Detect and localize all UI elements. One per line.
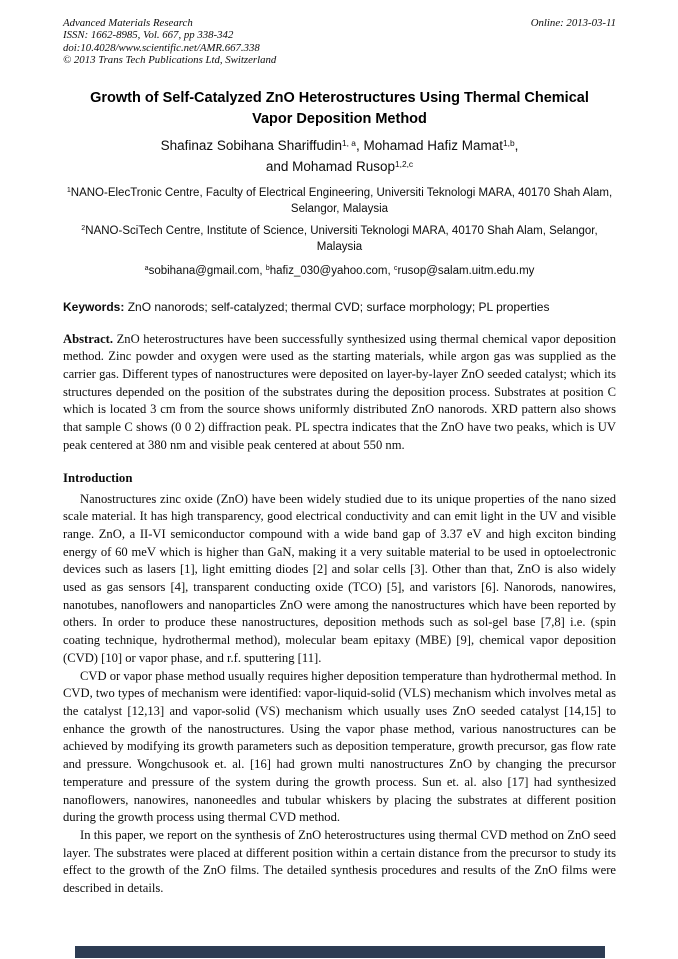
author-emails	[63, 264, 616, 280]
author-line2	[63, 157, 616, 178]
email-mark: a	[144, 264, 149, 273]
online-date: Online: 2013-03-11	[530, 17, 616, 29]
intro-paragraph-2: CVD or vapor phase method usually requires higher deposition temperature than hydrothermal method. In CVD, two types of mechanism were identified: vapor-liquid-solid (VLS) mechanism which involves metal as the catalyst [12,13] and vapor-solid (VS) mechanism which usually uses ZnO seeded catalyst [14,15] to enhance the growth of the nanostructures. Using the vapor phase method, various nanostructures can be achieved by modifying its growth parameters such as deposition temperature, growth precursor, gas flow rate and pressure. Wongchusook et. al. [16] had grown multi nanostructures ZnO by changing the precursor temperature and pressure of the system during the growth process. Sun et. al. also [17] had synthesized nanoflowers, nanowires, nanoneedles and tubular whiskers by placing the substrates at different position during the growth process using thermal CVD method.	[63, 668, 616, 825]
journal-header	[63, 17, 616, 67]
email-text: hafiz_030@yahoo.com,	[269, 264, 394, 277]
keywords-label: Keywords:	[63, 299, 125, 314]
intro-paragraph-1: Nanostructures zinc oxide (ZnO) have been widely studied due to its unique properties of the nano sized scale material. It has high transparency, good electrical conductivity and can emit light in the UV and visible range. ZnO, a II-VI semiconductor compound with a wide band gap of 3.37 eV and high exciton binding energy of 60 meV which is higher than GaN, making it a very suitable material to be used in optoelectronic devices such as lasers [1], light emitting diodes [2] and solar cells [3]. Other than that, ZnO is also widely used as gas sensors [4], transparent conducting oxide (TCO) [5], and varistors [6]. Nanorods, nanowires, nanotubes, nanoflowers and nanoparticles ZnO were among the nanostructures which have been reported by others. In order to produce these nanostructures, deposition methods such as sol-gel base [7,8] i.e. (spin coating technique, hydrothermal method), molecular beam epitaxy (MBE) [9], chemical vapor deposition (CVD) [10] or vapor phase, and r.f. sputtering [11].	[63, 491, 616, 665]
paper-title	[63, 88, 616, 131]
affiliation-text: NANO-SciTech Centre, Institute of Science, Universiti Teknologi MARA, 40170 Shah Alam, Selangor, Malaysia	[85, 224, 598, 253]
page-content	[63, 0, 616, 898]
email-mark: b	[265, 264, 270, 273]
author-affmark: 1, a	[341, 137, 356, 148]
author-affmark: 1,2,c	[394, 158, 414, 169]
author-separator: ,	[355, 137, 364, 153]
keywords-line	[63, 299, 616, 315]
doi-line: doi:10.4028/www.scientific.net/AMR.667.338	[63, 41, 260, 54]
author-affmark: 1,b	[503, 137, 515, 148]
abstract-text: ZnO heterostructures have been successfully synthesized using thermal chemical vapor deposition method. Zinc powder and oxygen were used as the starting materials, while argon gas was supplied as the carrier gas. Different types of nanostructures were deposited on layer-by-layer ZnO seeded catalyst; which its structures depended on the position of the substrates during the deposition process. Substrates at position C which is located 3 cm from the source shows uniformly distributed ZnO nanorods. XRD pattern also shows that sample C shows (0 0 2) diffraction peak. PL spectra indicates that the ZnO have two peaks, which is UV peak centered at 380 nm and visible peak centered at about 550 nm.	[63, 331, 616, 452]
paper-title-line1: Growth of Self-Catalyzed ZnO Heterostructures Using Thermal Chemical	[90, 89, 589, 106]
page-bottom-bar	[75, 946, 605, 958]
email-mark: c	[393, 264, 398, 273]
intro-paragraph-3: In this paper, we report on the synthesis of ZnO heterostructures using thermal CVD method on ZnO seed layer. The substrates were placed at different position within a certain distance from the precursor to study its effect to the growth of the ZnO films. The detailed synthesis procedures and results of the ZnO films were described in details.	[63, 827, 616, 896]
journal-name: Advanced Materials Research	[63, 17, 193, 29]
author-list	[63, 136, 616, 178]
issn-line: ISSN: 1662-8985, Vol. 667, pp 338-342	[63, 29, 234, 42]
journal-info	[63, 17, 276, 67]
author-name: Shafinaz Sobihana Shariffudin	[160, 137, 342, 153]
affiliation-mark: 1	[66, 186, 71, 195]
author-name: Mohamad Hafiz Mamat	[363, 137, 504, 153]
author-line1	[63, 136, 616, 157]
affiliation-text: NANO-ElecTronic Centre, Faculty of Electrical Engineering, Universiti Teknologi MARA, 40170 Shah Alam, Selangor, Malaysia	[70, 186, 613, 215]
author-name: and Mohamad Rusop	[265, 158, 395, 174]
abstract-label: Abstract.	[63, 331, 114, 346]
affiliation-2	[63, 224, 616, 255]
keywords-text: ZnO nanorods; self-catalyzed; thermal CVD; surface morphology; PL properties	[124, 299, 550, 314]
affiliation-mark: 2	[81, 224, 86, 233]
section-heading-introduction: Introduction	[63, 470, 133, 485]
email-text: sobihana@gmail.com,	[148, 264, 266, 277]
copyright-line: © 2013 Trans Tech Publications Ltd, Switzerland	[63, 54, 277, 67]
author-separator: ,	[514, 137, 519, 153]
abstract-paragraph	[63, 331, 616, 455]
affiliation-1	[63, 186, 616, 217]
paper-title-line2: Vapor Deposition Method	[252, 111, 427, 128]
email-text: rusop@salam.uitm.edu.my	[397, 264, 535, 277]
